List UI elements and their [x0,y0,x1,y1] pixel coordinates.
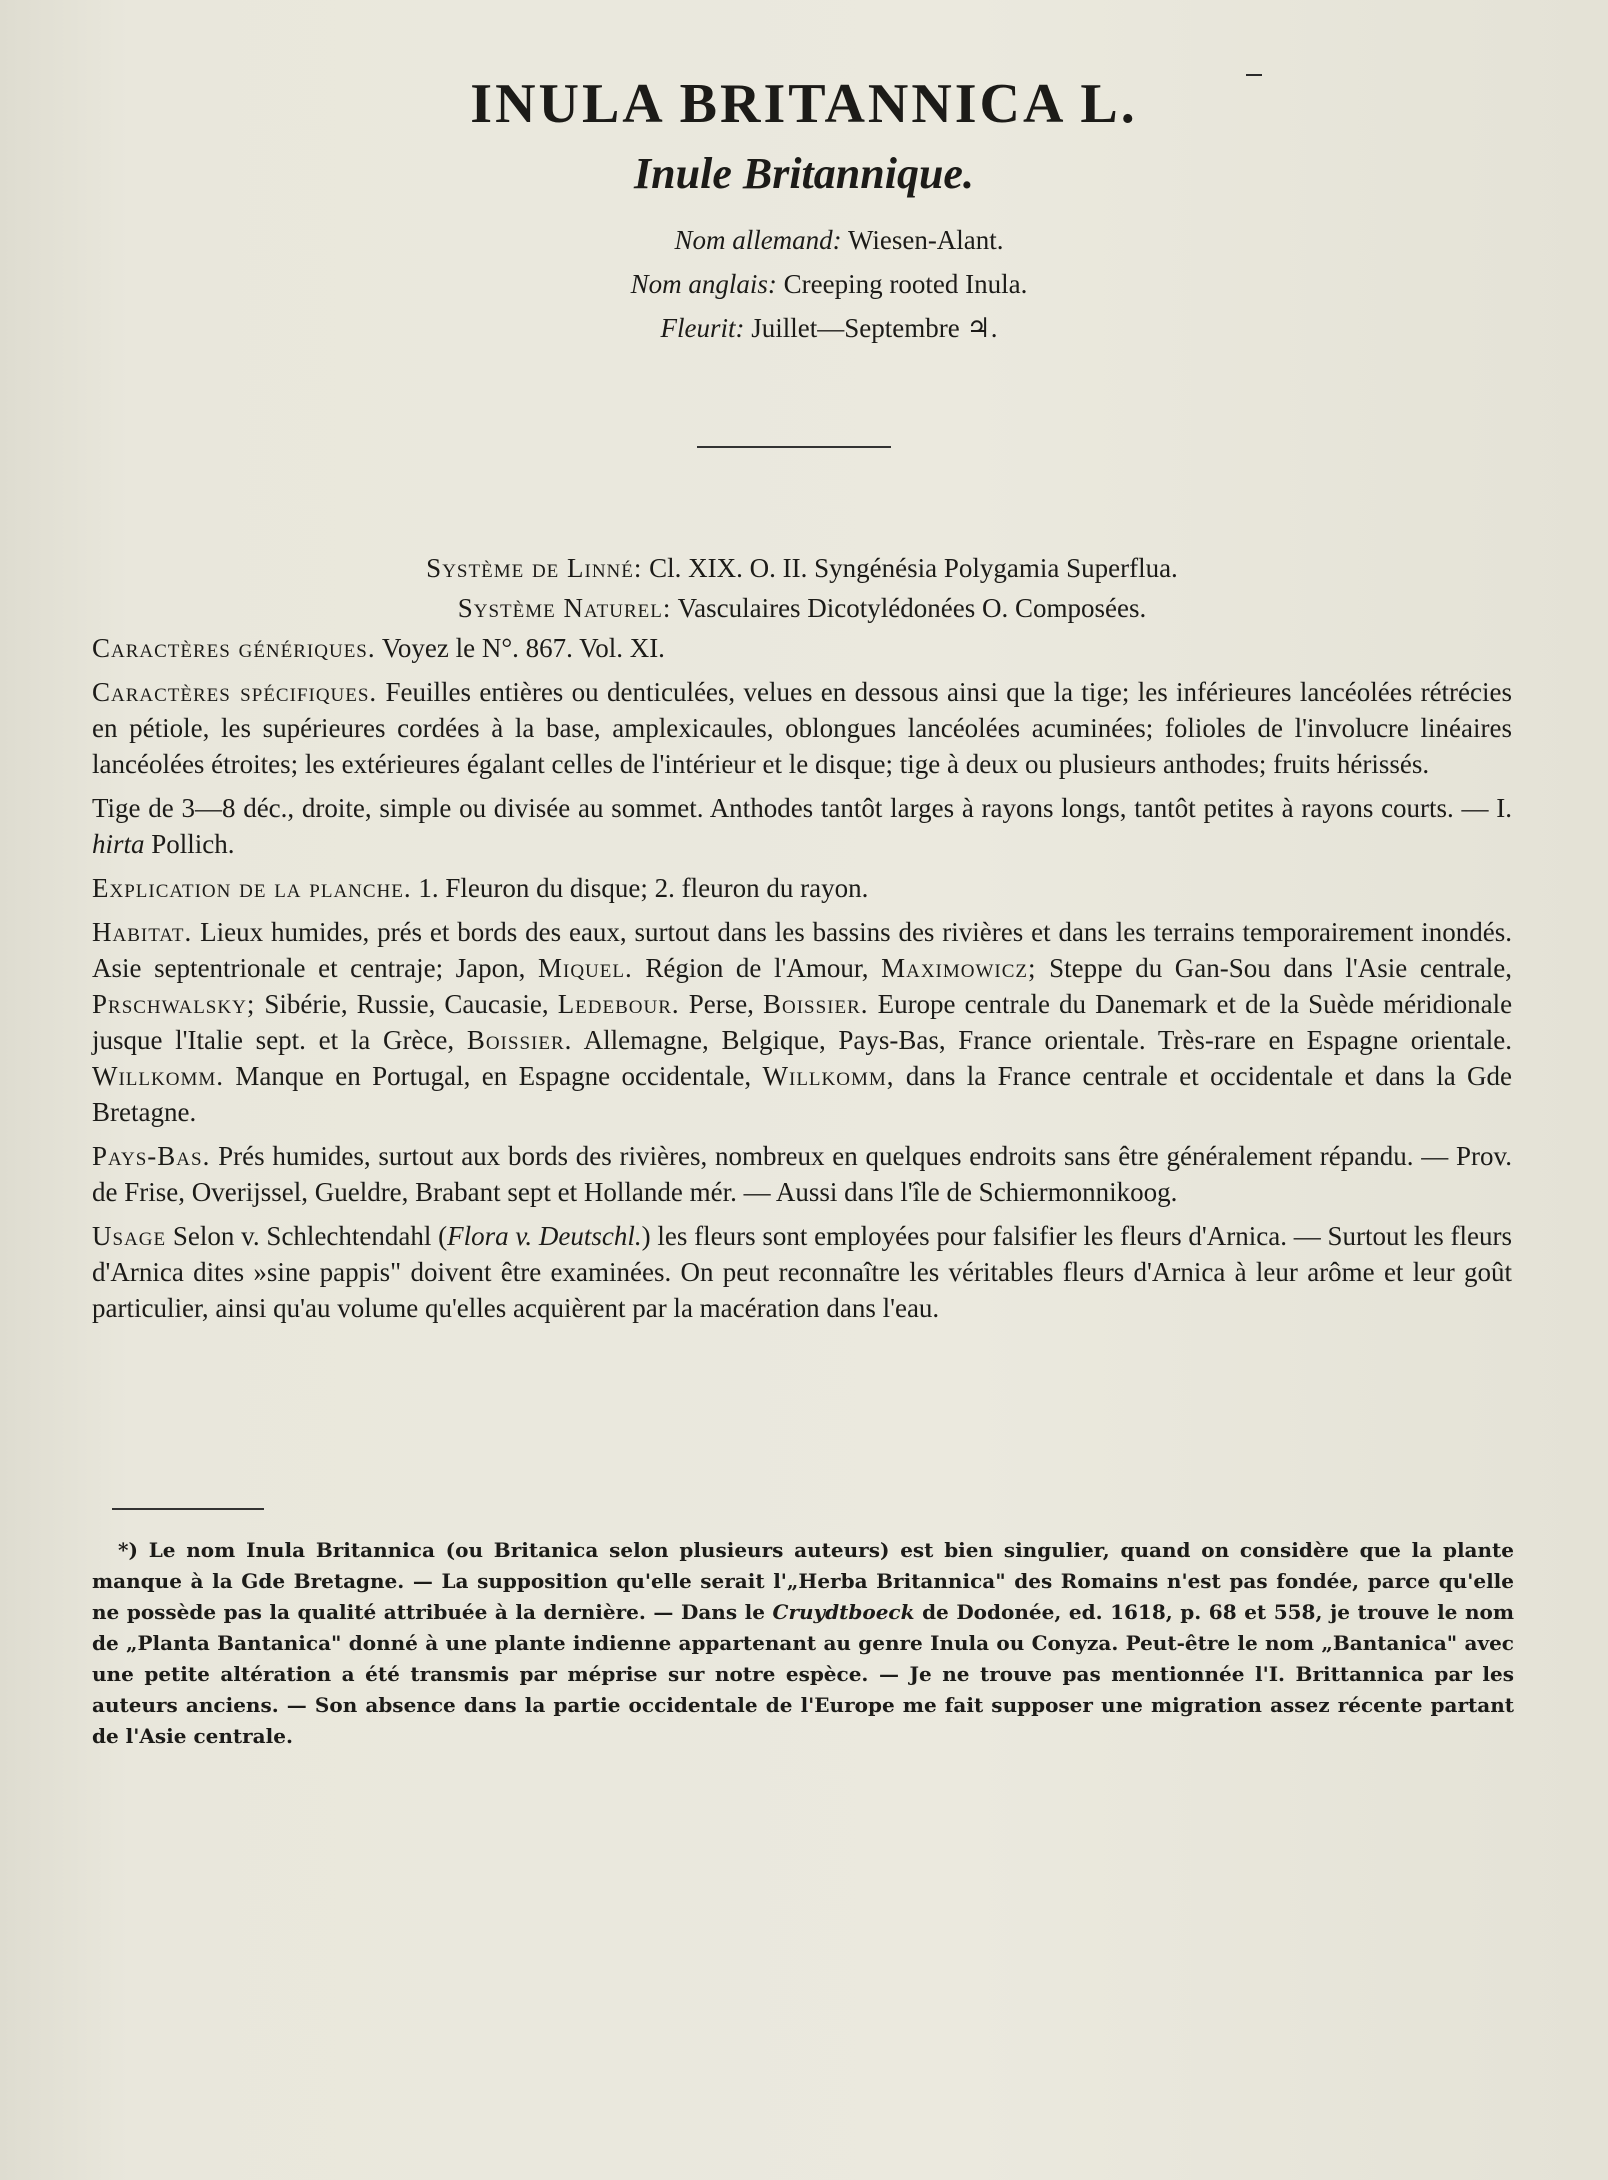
flowering-value: Juillet—Septembre ♃. [751,313,998,343]
footnote-divider [112,1508,264,1510]
stem-description [92,790,1512,862]
usage-label: Usage [92,1221,167,1251]
main-text [92,550,1512,1334]
page-subtitle: Inule Britannique. [634,149,974,198]
tige-text: Tige de 3—8 déc., droite, simple ou divisée au sommet. Anthodes tantôt larges à rayons longs, tantôt petites à rayons courts. — I. [92,793,1512,823]
habitat-text: Perse, [688,989,754,1019]
footnote-text [92,1535,1514,1752]
specifiques-text: Feuilles entières ou denticulées, velues en dessous ainsi que la tige; les inférieures lancéolées rétrécies en pétiole, les supérieures cordées à la base, amplexicaules, oblongues lancéolées acuminées; folioles de l'involucre linéaires lancéolées étroites; les extérieures égalant celles de l'intérieur et le disque; tige à deux ou plusieurs anthodes; fruits hérissés. [92,677,1513,779]
footnote [92,1535,1514,1752]
usage-text: Selon v. Schlechtendahl ( [172,1221,448,1251]
netherlands-section [92,1138,1512,1210]
english-label: Nom anglais: [630,269,777,299]
plate-explanation [92,870,1512,906]
usage-section [92,1218,1512,1326]
common-names [0,218,1608,350]
tige-end: Pollich. [151,829,235,859]
explication-text: 1. Fleuron du disque; 2. fleuron du rayon. [418,873,869,903]
paysbas-text: Prés humides, surtout aux bords des rivières, nombreux en quelques endroits sans être généralement répandu. — Prov. de Frise, Overijssel, Gueldre, Brabant sept et Hollande mér. — Aussi dans l'île de Schiermonnikoog. [92,1141,1513,1207]
habitat-text: Allemagne, Belgique, Pays-Bas, France orientale. Très-rare en Espagne orientale. [583,1025,1513,1055]
author-name: Ledebour. [557,989,680,1019]
page-title: INULA BRITANNICA L. [470,73,1138,135]
natural-system [92,590,1512,626]
footnote-text-part: de Dodonée, ed. 1618, p. 68 et 558, je trouve le nom de „Planta Bantanica" donné à une plante indienne appartenant au genre Inula ou Conyza. Peut-être le nom „Bantanica" avec une petite altération a été transmis par méprise sur notre espèce. — Je ne trouve pas mentionnée l'I. Brittannica par les auteurs anciens. — Son absence dans la partie occidentale de l'Europe me fait supposer une migration assez récente partant de l'Asie centrale. [92,1600,1515,1748]
author-name: Willkomm. [92,1061,225,1091]
habitat-text: Région de l'Amour, [645,953,869,983]
specifiques-label: Caractères spécifiques. [92,677,378,707]
linne-value: Cl. XIX. O. II. Syngénésia Polygamia Superflua. [649,553,1178,583]
author-name: Miquel. [538,953,633,983]
linne-label: Système de Linné: [426,553,643,583]
usage-flora-title: Flora v. Deutschl. [447,1221,642,1251]
naturel-value: Vasculaires Dicotylédonées O. Composées. [677,593,1147,623]
habitat-text: Steppe du Gan-Sou dans l'Asie centrale, [1049,953,1513,983]
flowering-label: Fleurit: [660,313,745,343]
author-name: Boissier. [762,989,869,1019]
section-divider [697,446,891,448]
generiques-label: Caractères génériques. [92,633,376,663]
author-name: Prschwalsky; [92,989,256,1019]
paysbas-label: Pays-Bas. [92,1141,211,1171]
generiques-text: Voyez le N°. 867. Vol. XI. [381,633,665,663]
author-name: Maximowicz; [881,953,1037,983]
naturel-label: Système Naturel: [457,593,672,623]
german-name-line [70,218,1608,262]
flowering-line [50,306,1608,350]
explication-label: Explication de la planche. [92,873,412,903]
linne-system [92,550,1512,586]
habitat [92,914,1512,1130]
specific-characters [92,674,1512,782]
german-label: Nom allemand: [674,225,842,255]
footnote-book-title: Cruydtboeck [772,1600,915,1624]
habitat-label: Habitat. [92,917,193,947]
footnote-text-part: *) Le nom Inula Britannica (ou Britanica selon plusieurs auteurs) est bien singulier, quand on considère que la plante manque à la Gde Bretagne. — La supposition qu'elle serait l'„Herba Britannica" des Romains n'est pas fondée, parce qu'elle ne possède pas la qualité attribuée à la dernière. — Dans le [92,1538,1514,1624]
habitat-text: dans la France centrale et occidentale et dans la Gde Bretagne. [92,1061,1513,1127]
english-value: Creeping rooted Inula. [783,269,1028,299]
habitat-text: Sibérie, Russie, Caucasie, [264,989,549,1019]
german-value: Wiesen-Alant. [847,225,1004,255]
habitat-text: Lieux humides, prés et bords des eaux, surtout dans les bassins des rivières et dans les terrains temporairement inondés. Asie septentrionale et centraje; Japon, [92,917,1512,983]
author-name: Boissier. [466,1025,573,1055]
usage-text: ) les fleurs sont employées pour falsifier les fleurs d'Arnica. — Surtout les fleurs d'Arnica dites »sine pappis" doivent être examinées. On peut reconnaître les véritables fleurs d'Arnica à leur arôme et leur goût particulier, ainsi qu'au volume qu'elles acquièrent par la macération dans l'eau. [92,1221,1512,1323]
habitat-text: Europe centrale du Danemark et de la Suède méridionale jusque l'Italie sept. et la Grèce, [92,989,1513,1055]
habitat-text: Manque en Portugal, en Espagne occidentale, [235,1061,752,1091]
author-name: Willkomm, [762,1061,895,1091]
tige-hirta: hirta [92,829,145,859]
generic-characters [92,630,1512,666]
english-name-line [50,262,1608,306]
